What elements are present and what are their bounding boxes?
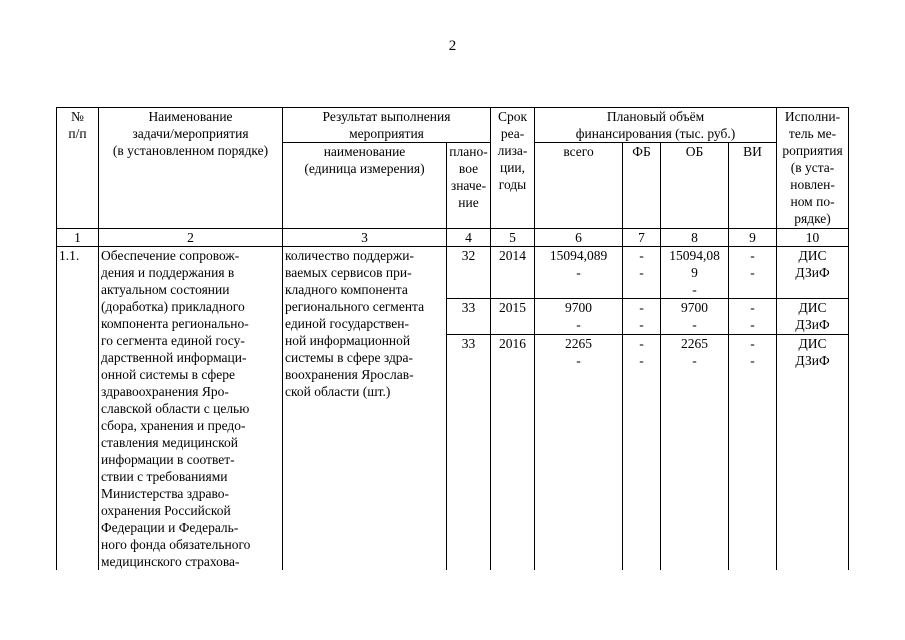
year-value: 2014 [491, 247, 535, 299]
header-finance-group: Плановый объём финансирования (тыс. руб.) [535, 108, 777, 143]
column-number: 5 [491, 229, 535, 247]
executor-value: ДИС ДЗиФ [777, 334, 849, 570]
finance-fb-value: - - [623, 247, 661, 299]
item-number: 1.1. [57, 247, 99, 571]
column-number: 9 [729, 229, 777, 247]
header-number: № п/п [57, 108, 99, 229]
header-result-plan: плано- вое значе- ние [447, 143, 491, 229]
executor-value: ДИС ДЗиФ [777, 247, 849, 299]
header-executor: Исполни- тель ме- роприятия (в уста- новлен- ном по- рядке) [777, 108, 849, 229]
header-result-group: Результат выполнения мероприятия [283, 108, 491, 143]
year-value: 2016 [491, 334, 535, 570]
header-finance-vi: ВИ [729, 143, 777, 229]
item-result-name: количество поддержи- ваемых сервисов при- кладного компонента регионального сегмента единой государствен- ной информационной системы в сфере здра- воохранения Ярослав- ской области (шт.) [283, 247, 447, 571]
header-term: Срок реа- лиза- ции, годы [491, 108, 535, 229]
header-finance-total: всего [535, 143, 623, 229]
finance-fb-value: - - [623, 334, 661, 570]
column-number: 2 [99, 229, 283, 247]
column-number: 7 [623, 229, 661, 247]
finance-fb-value: - - [623, 299, 661, 334]
header-result-name: наименование (единица измерения) [283, 143, 447, 229]
column-number: 6 [535, 229, 623, 247]
finance-vi-value: - - [729, 334, 777, 570]
page-number: 2 [448, 38, 457, 54]
finance-ob-value: 2265 - [661, 334, 729, 570]
header-task: Наименование задачи/мероприятия (в установленном порядке) [99, 108, 283, 229]
column-numbers-row [57, 229, 849, 247]
header-row-1 [57, 108, 849, 143]
column-number: 4 [447, 229, 491, 247]
financing-plan-table [56, 107, 849, 570]
plan-value: 33 [447, 299, 491, 334]
executor-value: ДИС ДЗиФ [777, 299, 849, 334]
column-number: 3 [283, 229, 447, 247]
column-number: 1 [57, 229, 99, 247]
header-finance-fb: ФБ [623, 143, 661, 229]
finance-total-value: 9700 - [535, 299, 623, 334]
header-finance-ob: ОБ [661, 143, 729, 229]
column-number: 10 [777, 229, 849, 247]
finance-ob-value: 9700 - [661, 299, 729, 334]
finance-total-value: 15094,089 - [535, 247, 623, 299]
plan-value: 33 [447, 334, 491, 570]
finance-total-value: 2265 - [535, 334, 623, 570]
finance-vi-value: - - [729, 299, 777, 334]
plan-value: 32 [447, 247, 491, 299]
finance-vi-value: - - [729, 247, 777, 299]
column-number: 8 [661, 229, 729, 247]
year-value: 2015 [491, 299, 535, 334]
table-row [57, 247, 849, 299]
item-task-text: Обеспечение сопровож- дения и поддержания в актуальном состоянии (доработка) прикладного компонента регионально- го сегмента единой госу- дарственной информаци- онной системы в сфере здравоохранения Яро- славской области с целью сбора, хранения и предо- ставления медицинской информации в соответ- ствии с требованиями Министерства здраво- охранения Российской Федерации и Федераль- ного фонда обязательного медицинского страхова- [99, 247, 283, 571]
finance-ob-value: 15094,08 9 - [661, 247, 729, 299]
